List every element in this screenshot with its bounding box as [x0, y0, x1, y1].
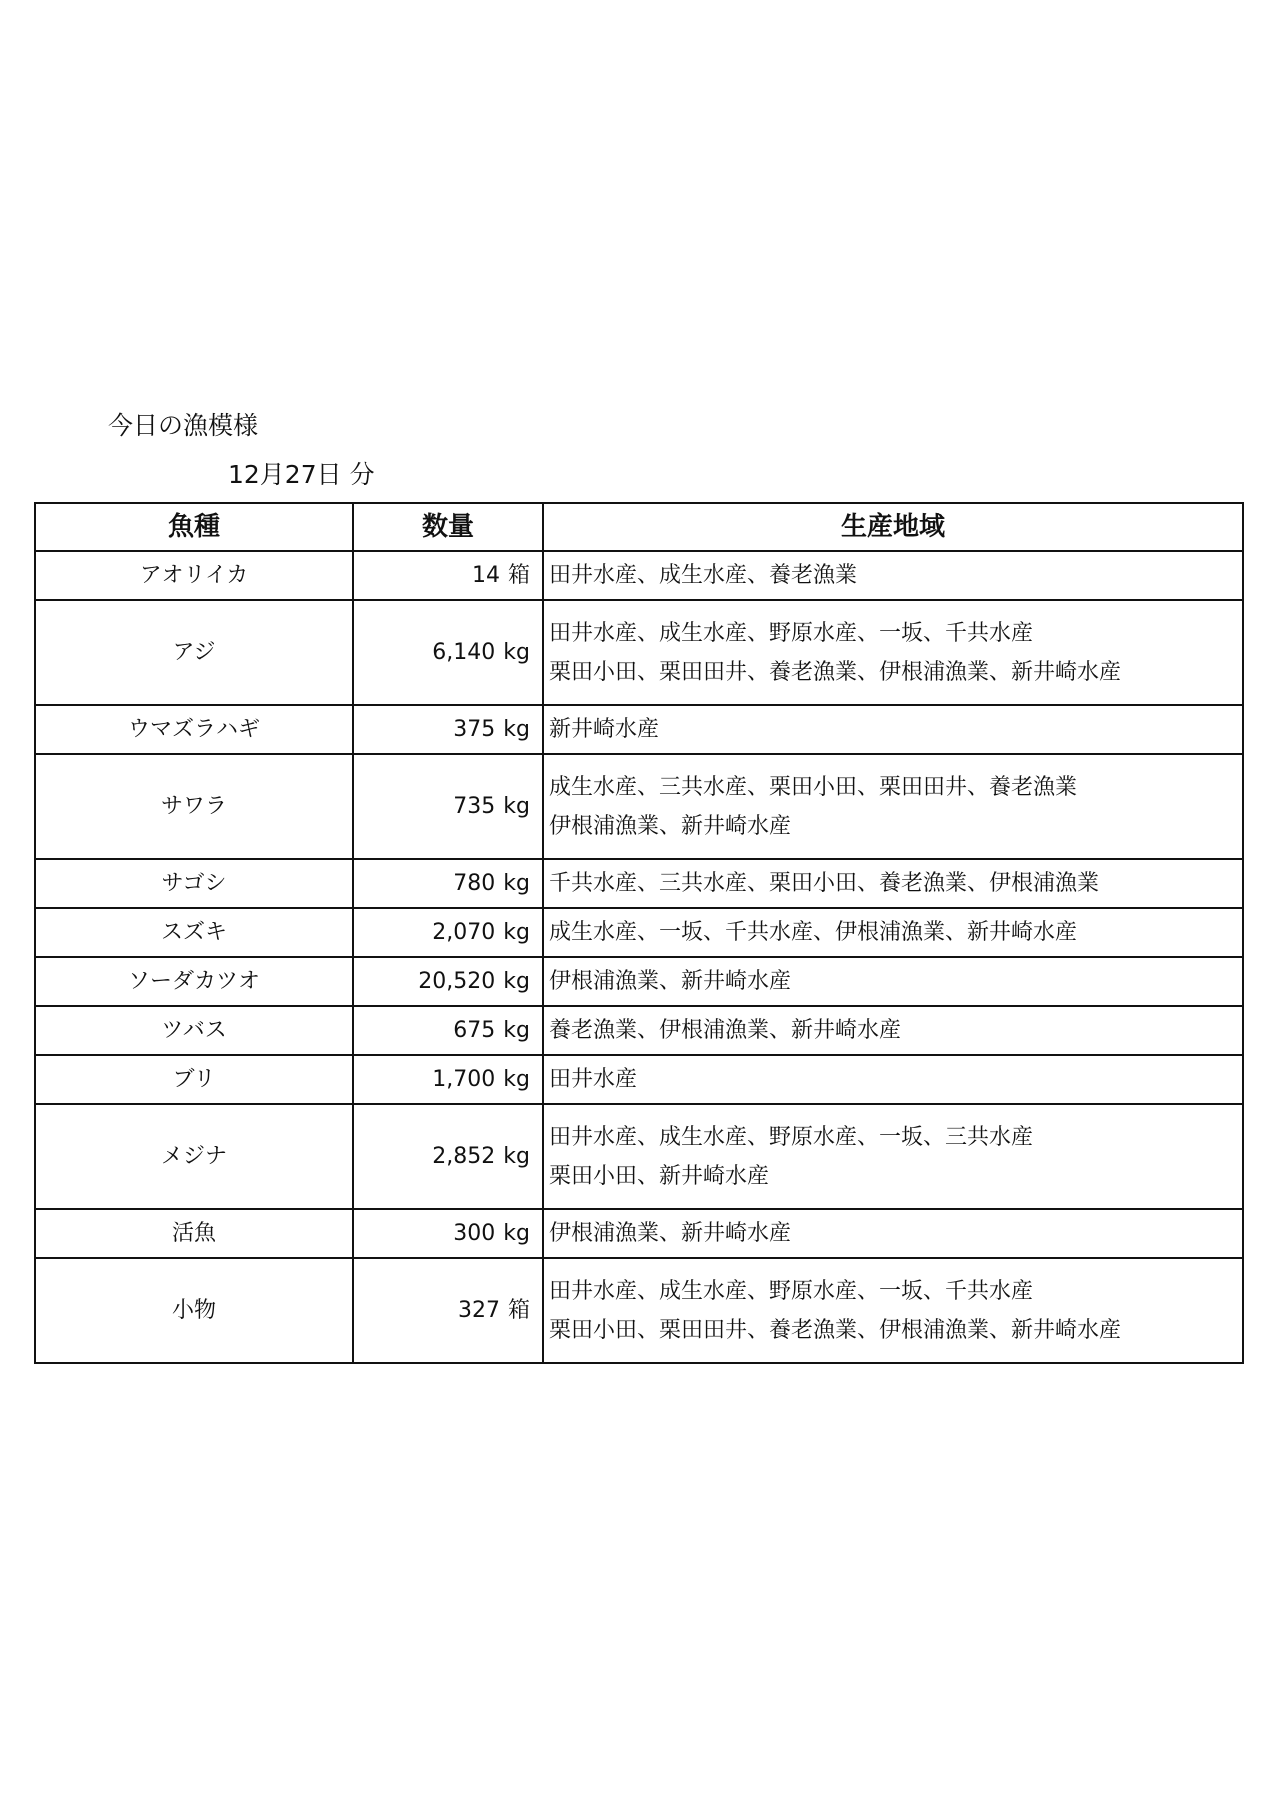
production-area-line: 栗田小田、新井崎水産	[549, 1163, 770, 1189]
production-area-line: 成生水産、三共水産、栗田小田、栗田田井、養老漁業	[549, 774, 1078, 800]
quantity-value: 6,140	[432, 640, 496, 665]
table-row	[35, 551, 1243, 600]
quantity-unit: kg	[503, 640, 530, 665]
quantity-cell	[353, 908, 543, 957]
catch-table-body	[35, 551, 1243, 1363]
fish-name-cell: ツバス	[35, 1006, 353, 1055]
quantity-value: 2,070	[432, 920, 496, 945]
quantity-unit: 箱	[507, 563, 530, 588]
fish-name-cell: メジナ	[35, 1104, 353, 1209]
fish-name-cell: ウマズラハギ	[35, 705, 353, 754]
production-area-line: 田井水産、成生水産、野原水産、一坂、千共水産	[549, 1278, 1034, 1304]
production-area-line: 伊根浦漁業、新井崎水産	[549, 1221, 792, 1246]
fish-name-cell: スズキ	[35, 908, 353, 957]
table-row	[35, 754, 1243, 859]
fish-name-cell: アジ	[35, 600, 353, 705]
table-row	[35, 1258, 1243, 1363]
production-area-cell	[543, 908, 1243, 957]
table-row	[35, 1104, 1243, 1209]
quantity-cell	[353, 859, 543, 908]
fish-name-cell: ブリ	[35, 1055, 353, 1104]
quantity-unit: kg	[503, 920, 530, 945]
table-row	[35, 1209, 1243, 1258]
table-row	[35, 1055, 1243, 1104]
quantity-cell	[353, 754, 543, 859]
production-area-line: 千共水産、三共水産、栗田小田、養老漁業、伊根浦漁業	[549, 871, 1100, 896]
catch-table-header	[35, 503, 1243, 551]
quantity-value: 735	[453, 794, 496, 819]
quantity-unit: 箱	[507, 1298, 530, 1323]
fish-name-cell: 小物	[35, 1258, 353, 1363]
fish-name-cell: サワラ	[35, 754, 353, 859]
header-quantity: 数量	[353, 503, 543, 551]
production-area-cell	[543, 754, 1243, 859]
quantity-cell	[353, 705, 543, 754]
quantity-cell	[353, 1006, 543, 1055]
quantity-cell	[353, 1258, 543, 1363]
production-area-cell	[543, 957, 1243, 1006]
quantity-value: 375	[453, 717, 496, 742]
header-area: 生産地域	[543, 503, 1243, 551]
quantity-unit: kg	[503, 871, 530, 896]
production-area-line: 成生水産、一坂、千共水産、伊根浦漁業、新井崎水産	[549, 920, 1078, 945]
quantity-cell	[353, 551, 543, 600]
production-area-line: 養老漁業、伊根浦漁業、新井崎水産	[549, 1018, 902, 1043]
production-area-line: 新井崎水産	[549, 717, 660, 742]
quantity-cell	[353, 600, 543, 705]
quantity-unit: kg	[503, 969, 530, 994]
production-area-line: 栗田小田、栗田田井、養老漁業、伊根浦漁業、新井崎水産	[549, 659, 1122, 685]
production-area-line: 田井水産、成生水産、養老漁業	[549, 563, 858, 588]
quantity-cell	[353, 957, 543, 1006]
header-fish: 魚種	[35, 503, 353, 551]
quantity-value: 300	[453, 1221, 496, 1246]
quantity-unit: kg	[503, 1018, 530, 1043]
quantity-unit: kg	[503, 1221, 530, 1246]
production-area-cell	[543, 1006, 1243, 1055]
quantity-value: 14	[471, 563, 500, 588]
quantity-value: 20,520	[418, 969, 496, 994]
quantity-cell	[353, 1055, 543, 1104]
quantity-unit: kg	[503, 717, 530, 742]
table-row	[35, 957, 1243, 1006]
table-row	[35, 859, 1243, 908]
quantity-unit: kg	[503, 1144, 530, 1169]
quantity-cell	[353, 1104, 543, 1209]
report-date: 12月27日 分	[228, 460, 375, 489]
production-area-line: 栗田小田、栗田田井、養老漁業、伊根浦漁業、新井崎水産	[549, 1317, 1122, 1343]
production-area-line: 伊根浦漁業、新井崎水産	[549, 813, 792, 839]
production-area-cell	[543, 705, 1243, 754]
header-row	[35, 503, 1243, 551]
fish-name-cell: ソーダカツオ	[35, 957, 353, 1006]
table-row	[35, 705, 1243, 754]
table-row	[35, 600, 1243, 705]
production-area-line: 田井水産、成生水産、野原水産、一坂、三共水産	[549, 1124, 1034, 1150]
production-area-cell	[543, 1258, 1243, 1363]
production-area-cell	[543, 551, 1243, 600]
production-area-line: 田井水産、成生水産、野原水産、一坂、千共水産	[549, 620, 1034, 646]
quantity-cell	[353, 1209, 543, 1258]
production-area-cell	[543, 1209, 1243, 1258]
production-area-cell	[543, 600, 1243, 705]
quantity-unit: kg	[503, 1067, 530, 1092]
fish-name-cell: アオリイカ	[35, 551, 353, 600]
quantity-value: 327	[457, 1298, 500, 1323]
table-row	[35, 908, 1243, 957]
production-area-cell	[543, 1104, 1243, 1209]
production-area-line: 伊根浦漁業、新井崎水産	[549, 969, 792, 994]
catch-table	[34, 502, 1244, 1364]
quantity-value: 2,852	[432, 1144, 496, 1169]
quantity-value: 780	[453, 871, 496, 896]
quantity-unit: kg	[503, 794, 530, 819]
production-area-cell	[543, 859, 1243, 908]
fish-name-cell: 活魚	[35, 1209, 353, 1258]
production-area-cell	[543, 1055, 1243, 1104]
quantity-value: 1,700	[432, 1067, 496, 1092]
fish-name-cell: サゴシ	[35, 859, 353, 908]
page-title: 今日の漁模様	[108, 411, 259, 440]
table-row	[35, 1006, 1243, 1055]
production-area-line: 田井水産	[549, 1067, 638, 1092]
quantity-value: 675	[453, 1018, 496, 1043]
